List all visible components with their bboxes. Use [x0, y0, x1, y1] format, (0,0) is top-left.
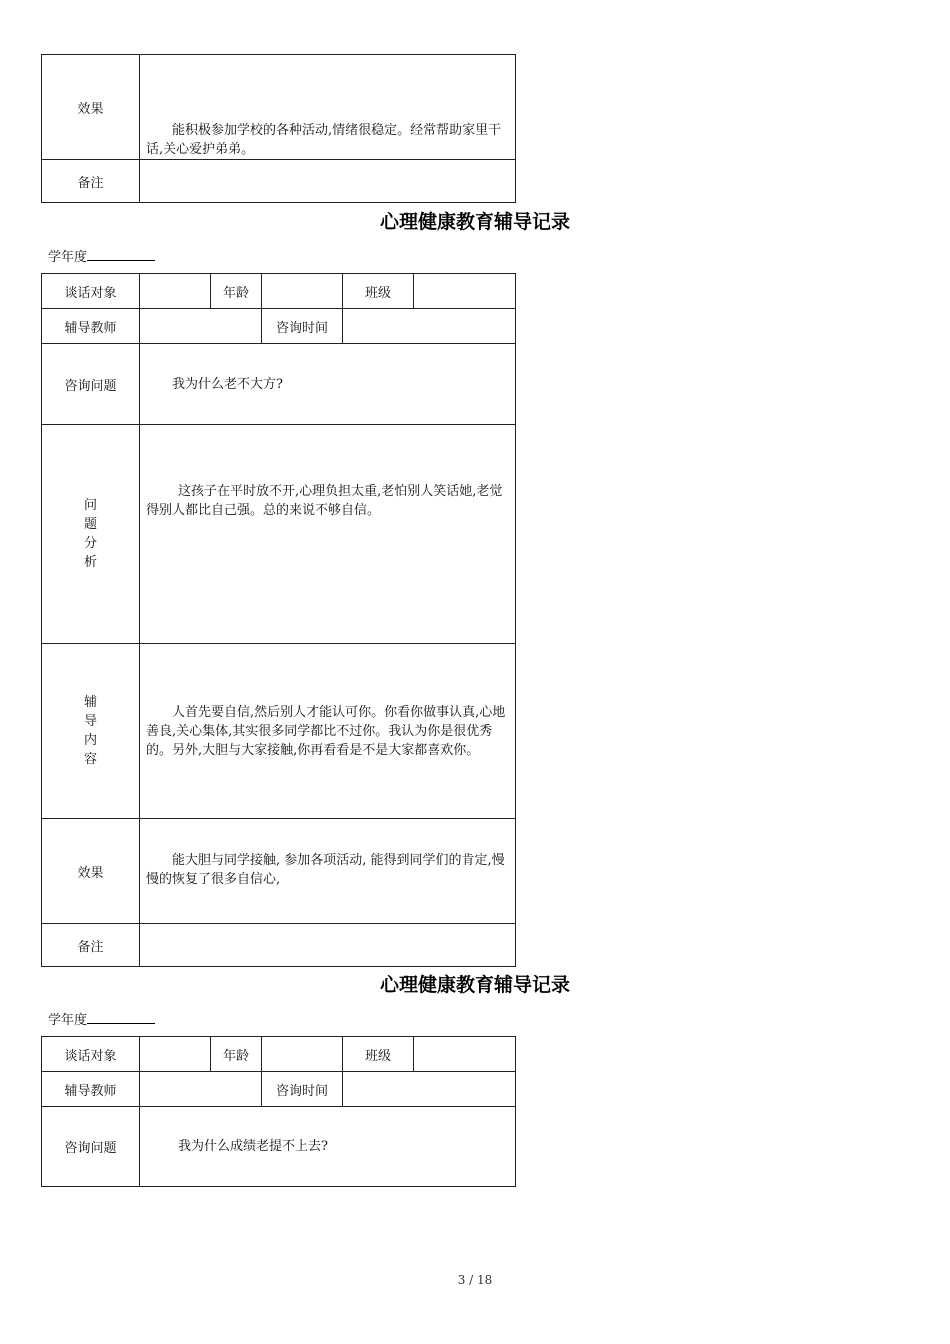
class-value	[414, 274, 516, 309]
teacher-value	[140, 309, 262, 344]
school-year-blank	[87, 1011, 155, 1024]
teacher-label: 辅导教师	[42, 1072, 140, 1107]
question-text: 我为什么老不大方?	[172, 376, 283, 392]
effect-label: 效果	[42, 55, 140, 160]
remark-cell	[140, 924, 516, 967]
remark-label: 备注	[42, 160, 140, 203]
age-value	[262, 1037, 343, 1072]
class-value	[414, 1037, 516, 1072]
consult-time-value	[343, 309, 516, 344]
question-text: 我为什么成绩老提不上去?	[178, 1139, 328, 1154]
subject-label: 谈话对象	[42, 274, 140, 309]
guidance-text: 人首先要自信,然后别人才能认可你。你看你做事认真,心地善良,关心集体,其实很多同学都比不过你。我认为你是很优秀的。另外,大胆与大家接触,你再看看是不是大家都喜欢你。	[146, 704, 506, 758]
age-label: 年龄	[211, 274, 262, 309]
school-year-label: 学年度	[48, 1013, 88, 1028]
consult-time-value	[343, 1072, 516, 1107]
record1-tail-table	[41, 54, 516, 203]
teacher-label: 辅导教师	[42, 309, 140, 344]
effect-label: 效果	[42, 819, 140, 924]
subject-label: 谈话对象	[42, 1037, 140, 1072]
remark-label: 备注	[42, 924, 140, 967]
class-label: 班级	[343, 274, 414, 309]
page-number: 3 / 18	[457, 1273, 493, 1287]
record3-title: 心理健康教育辅导记录	[379, 974, 570, 996]
subject-value	[140, 1037, 211, 1072]
subject-value	[140, 274, 211, 309]
teacher-value	[140, 1072, 262, 1107]
record2-table	[41, 273, 516, 967]
effect-text: 能积极参加学校的各种活动,情绪很稳定。经常帮助家里干话,关心爱护弟弟。	[146, 123, 502, 157]
age-label: 年龄	[211, 1037, 262, 1072]
question-label: 咨询问题	[42, 1107, 140, 1187]
record2-title: 心理健康教育辅导记录	[379, 211, 570, 233]
question-label: 咨询问题	[42, 344, 140, 425]
effect-text: 能大胆与同学接触, 参加各项活动, 能得到同学们的肯定,慢慢的恢复了很多自信心,	[146, 853, 505, 887]
class-label: 班级	[343, 1037, 414, 1072]
analysis-label: 问 题 分 析	[42, 425, 140, 644]
record3-school-year	[48, 1009, 155, 1028]
school-year-blank	[87, 248, 155, 261]
remark-cell	[140, 160, 516, 203]
consult-time-label: 咨询时间	[262, 1072, 343, 1107]
consult-time-label: 咨询时间	[262, 309, 343, 344]
school-year-label: 学年度	[48, 250, 88, 265]
record3-table	[41, 1036, 516, 1187]
age-value	[262, 274, 343, 309]
record2-school-year	[48, 246, 155, 265]
guidance-label: 辅 导 内 容	[42, 644, 140, 819]
analysis-text: 这孩子在平时放不开,心理负担太重,老怕别人笑话她,老觉得别人都比自己强。总的来说不够自信。	[146, 484, 503, 518]
